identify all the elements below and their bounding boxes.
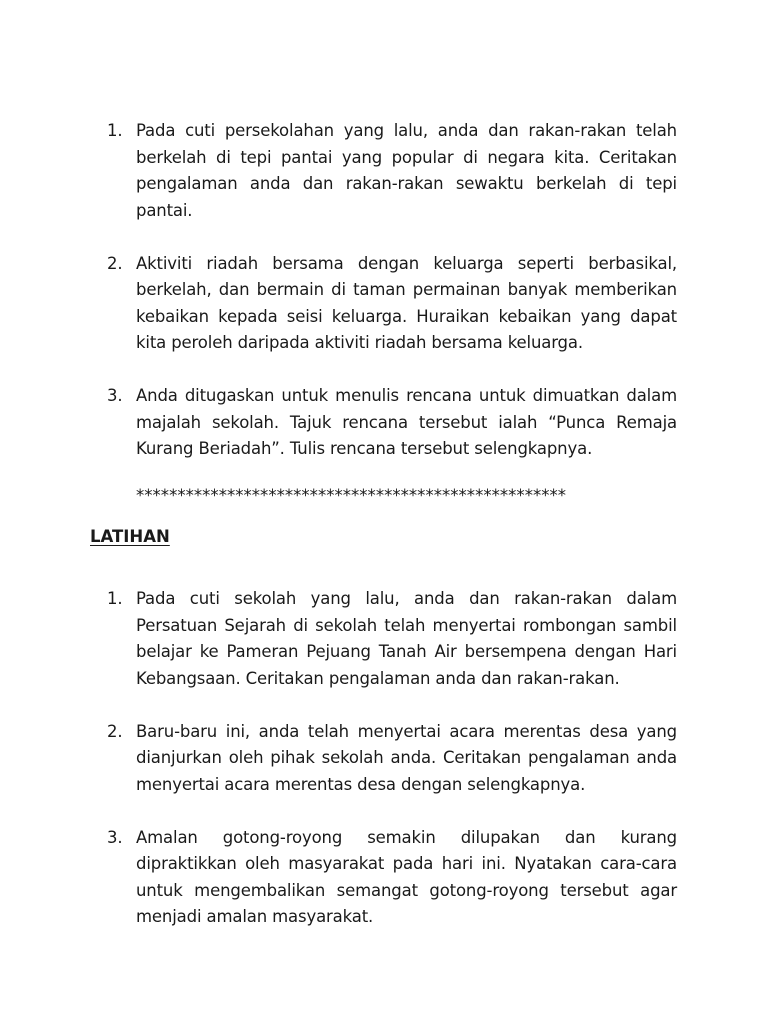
list-item	[107, 383, 677, 463]
item-text: Pada cuti sekolah yang lalu, anda dan rakan-rakan dalam Persatuan Sejarah di sekolah telah menyertai rombongan sambil belajar ke Pameran Pejuang Tanah Air bersempena dengan Hari Kebangsaan. Ceritakan pengalaman anda dan rakan-rakan.	[136, 589, 677, 688]
item-text: Anda ditugaskan untuk menulis rencana untuk dimuatkan dalam majalah sekolah. Tajuk rencana tersebut ialah “Punca Remaja Kurang Beriadah”. Tulis rencana tersebut selengkapnya.	[136, 386, 677, 458]
item-number: 2.	[107, 721, 123, 741]
item-text: Aktiviti riadah bersama dengan keluarga seperti berbasikal, berkelah, dan bermain di taman permainan banyak memberikan kebaikan kepada seisi keluarga. Huraikan kebaikan yang dapat kita peroleh daripada aktiviti riadah bersama keluarga.	[136, 253, 677, 352]
item-number: 3.	[107, 827, 123, 847]
item-number: 1.	[107, 121, 123, 140]
item-text: Amalan gotong-royong semakin dilupakan dan kurang dipraktikkan oleh masyarakat pada hari ini. Nyatakan cara-cara untuk mengembalikan semangat gotong-royong tersebut agar menjadi amalan masyarakat.	[136, 827, 677, 926]
list-item	[107, 586, 677, 692]
item-text: Pada cuti persekolahan yang lalu, anda dan rakan-rakan telah berkelah di tepi pantai yang popular di negara kita. Ceritakan pengalaman anda dan rakan-rakan sewaktu berkelah di tepi pantai.	[136, 121, 677, 220]
item-text: Baru-baru ini, anda telah menyertai acara merentas desa yang dianjurkan oleh pihak sekolah anda. Ceritakan pengalaman anda menyertai acara merentas desa dengan selengkapnya.	[136, 721, 677, 794]
latihan-question-list	[107, 586, 677, 931]
list-item	[107, 825, 677, 931]
item-number: 2.	[107, 253, 123, 273]
essay-question-list	[107, 118, 677, 463]
list-item	[107, 118, 677, 224]
list-item	[107, 719, 677, 799]
section-heading: LATIHAN	[90, 527, 170, 546]
item-number: 3.	[107, 386, 123, 405]
list-item	[107, 251, 677, 357]
item-number: 1.	[107, 589, 123, 608]
asterisk-divider: ****************************************************	[136, 486, 567, 505]
